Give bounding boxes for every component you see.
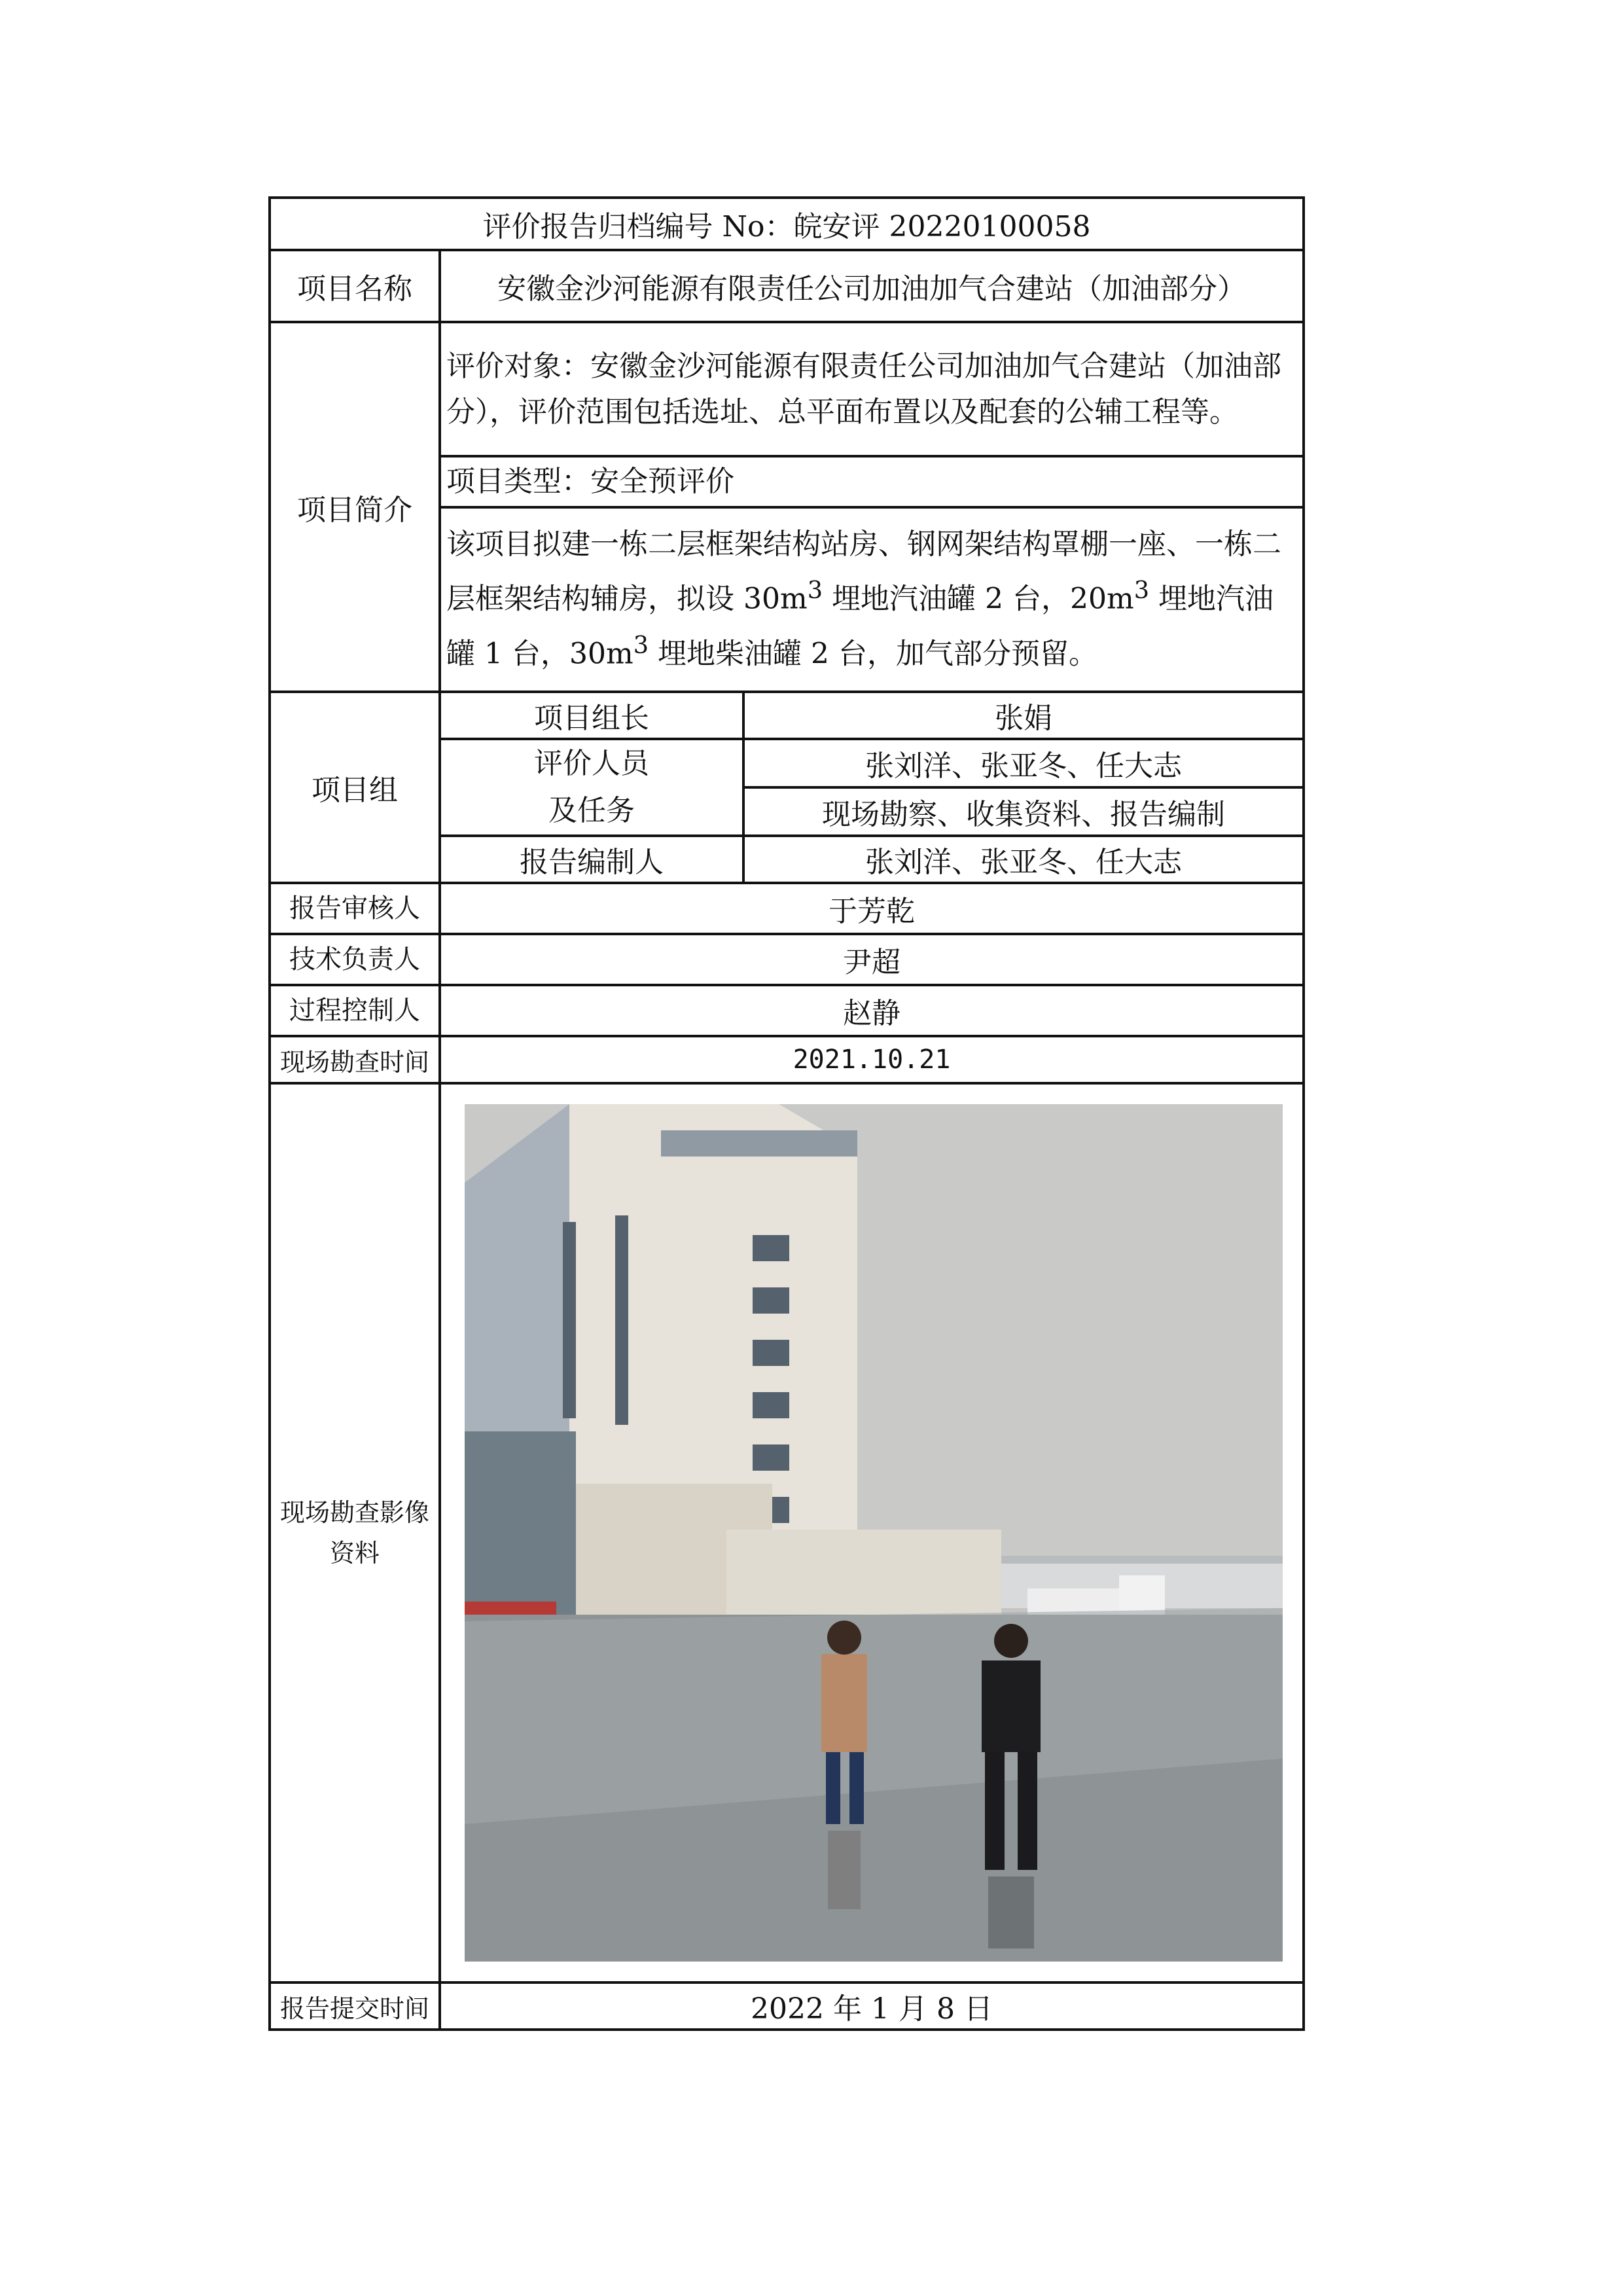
survey-time-row xyxy=(270,1036,1304,1083)
eval-object: 评价对象：安徽金沙河能源有限责任公司加油加气合建站（加油部分），评价范围包括选址、总平面布置以及配套的公辅工程等。 xyxy=(440,322,1304,456)
evaluators-label xyxy=(440,739,743,836)
process-label: 过程控制人 xyxy=(270,985,440,1036)
process-row xyxy=(270,985,1304,1036)
archive-row xyxy=(270,198,1304,250)
photo-row xyxy=(270,1083,1304,1982)
report-info-table xyxy=(268,196,1305,2031)
leader-label: 项目组长 xyxy=(440,692,743,739)
compiler-label: 报告编制人 xyxy=(440,836,743,883)
archive-number: 评价报告归档编号 No：皖安评 20220100058 xyxy=(270,198,1304,250)
site-survey-photo xyxy=(465,1104,1283,1962)
project-name-row xyxy=(270,250,1304,322)
description-text-2: 埋地汽油罐 2 台，20m xyxy=(823,583,1134,616)
survey-time-label: 现场勘查时间 xyxy=(270,1036,440,1083)
description-superscript-1: 3 xyxy=(807,576,823,605)
description-text-3: 埋地汽油罐 1 台，30m xyxy=(446,583,1274,671)
description-text-4: 埋地柴油罐 2 台，加气部分预留。 xyxy=(649,637,1097,671)
process-name: 赵静 xyxy=(440,985,1304,1036)
project-description xyxy=(440,507,1304,692)
intro-label: 项目简介 xyxy=(270,322,440,692)
evaluators-label-line-1: 评价人员 xyxy=(534,747,649,780)
submit-time-row xyxy=(270,1982,1304,2030)
description-superscript-3: 3 xyxy=(633,631,649,659)
project-type: 项目类型：安全预评价 xyxy=(440,456,1304,507)
compiler-names: 张刘洋、张亚冬、任大志 xyxy=(743,836,1304,883)
photo-label-line-2: 资料 xyxy=(329,1539,380,1568)
submit-time-label: 报告提交时间 xyxy=(270,1982,440,2030)
team-leader-row xyxy=(270,692,1304,739)
photo-cell xyxy=(440,1083,1304,1982)
evaluators-label-line-2: 及任务 xyxy=(548,794,635,827)
photo-label-line-1: 现场勘查影像 xyxy=(279,1498,429,1527)
tech-label: 技术负责人 xyxy=(270,934,440,985)
evaluators-names: 张刘洋、张亚冬、任大志 xyxy=(743,739,1304,787)
reviewer-name: 于芳乾 xyxy=(440,883,1304,934)
reviewer-row xyxy=(270,883,1304,934)
photo-label xyxy=(270,1083,440,1982)
tech-row xyxy=(270,934,1304,985)
project-name: 安徽金沙河能源有限责任公司加油加气合建站（加油部分） xyxy=(440,250,1304,322)
reviewer-label: 报告审核人 xyxy=(270,883,440,934)
team-label: 项目组 xyxy=(270,692,440,883)
tech-name: 尹超 xyxy=(440,934,1304,985)
project-name-label: 项目名称 xyxy=(270,250,440,322)
submit-time: 2022 年 1 月 8 日 xyxy=(440,1982,1304,2030)
description-superscript-2: 3 xyxy=(1133,576,1150,605)
intro-row-object xyxy=(270,322,1304,456)
leader-name: 张娟 xyxy=(743,692,1304,739)
site-photo-illustration xyxy=(465,1104,1283,1962)
evaluators-tasks: 现场勘察、收集资料、报告编制 xyxy=(743,787,1304,836)
description-text-1: 该项目拟建一栋二层框架结构站房、钢网架结构罩棚一座、一栋二层框架结构辅房，拟设 30m xyxy=(446,528,1281,616)
survey-time: 2021.10.21 xyxy=(440,1036,1304,1083)
